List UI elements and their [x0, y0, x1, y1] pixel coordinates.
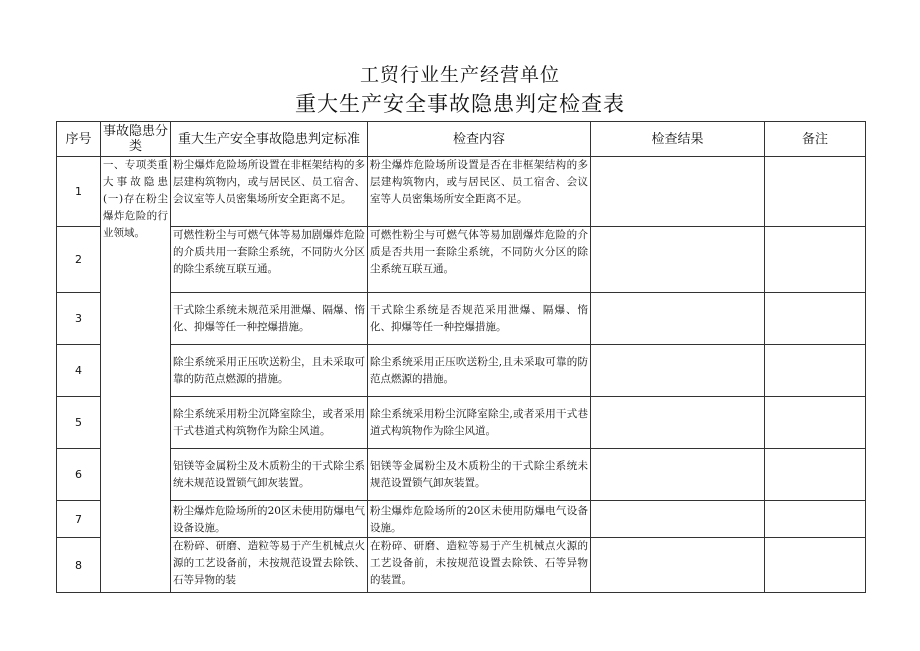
row-number: 8	[57, 538, 101, 593]
note-cell[interactable]	[765, 449, 866, 501]
table-row	[57, 501, 866, 538]
standard-cell: 可燃性粉尘与可燃气体等易加剧爆炸危险的介质共用一套除尘系统，不同防火分区的除尘系统互联互通。	[171, 227, 368, 293]
table-row	[57, 293, 866, 345]
header-content: 检查内容	[368, 122, 591, 157]
header-seq: 序号	[57, 122, 101, 157]
content-cell: 干式除尘系统是否规范采用泄爆、隔爆、惰化、抑爆等任一种控爆措施。	[368, 293, 591, 345]
row-number: 6	[57, 449, 101, 501]
header-note: 备注	[765, 122, 866, 157]
result-cell[interactable]	[591, 227, 765, 293]
inspection-table	[56, 121, 866, 593]
content-cell: 除尘系统采用正压吹送粉尘,且未采取可靠的防范点燃源的措施。	[368, 345, 591, 397]
table-row	[57, 449, 866, 501]
note-cell[interactable]	[765, 345, 866, 397]
result-cell[interactable]	[591, 449, 765, 501]
standard-cell: 干式除尘系统未规范采用泄爆、隔爆、惰化、抑爆等任一种控爆措施。	[171, 293, 368, 345]
table-row	[57, 345, 866, 397]
note-cell[interactable]	[765, 538, 866, 593]
content-cell: 粉尘爆炸危险场所设置是否在非框架结构的多层建构筑物内，或与居民区、员工宿舍、会议室等人员密集场所安全距离不足。	[368, 157, 591, 227]
result-cell[interactable]	[591, 293, 765, 345]
header-category: 事故隐患分类	[101, 122, 171, 157]
standard-cell: 除尘系统采用正压吹送粉尘，且未采取可靠的防范点燃源的措施。	[171, 345, 368, 397]
content-cell: 可燃性粉尘与可燃气体等易加剧爆炸危险的介质是否共用一套除尘系统，不同防火分区的除尘系统互联互通。	[368, 227, 591, 293]
content-cell: 铝镁等金属粉尘及木质粉尘的干式除尘系统未规范设置锁气卸灰装置。	[368, 449, 591, 501]
result-cell[interactable]	[591, 345, 765, 397]
content-cell: 粉尘爆炸危险场所的20区未使用防爆电气设备设施。	[368, 501, 591, 538]
note-cell[interactable]	[765, 501, 866, 538]
row-number: 3	[57, 293, 101, 345]
standard-cell: 除尘系统采用粉尘沉降室除尘，或者采用干式巷道式构筑物作为除尘风道。	[171, 397, 368, 449]
result-cell[interactable]	[591, 538, 765, 593]
content-cell: 除尘系统采用粉尘沉降室除尘,或者采用干式巷道式构筑物作为除尘风道。	[368, 397, 591, 449]
document-title-line2: 重大生产安全事故隐患判定检查表	[295, 92, 625, 116]
standard-cell: 铝镁等金属粉尘及木质粉尘的干式除尘系统未规范设置锁气卸灰装置。	[171, 449, 368, 501]
standard-cell: 粉尘爆炸危险场所的20区未使用防爆电气设备设施。	[171, 501, 368, 538]
row-number: 4	[57, 345, 101, 397]
result-cell[interactable]	[591, 501, 765, 538]
category-cell: 一、专项类重大事故隐患 (一)存在粉尘爆炸危险的行业领域。	[101, 157, 171, 593]
table-row	[57, 397, 866, 449]
note-cell[interactable]	[765, 157, 866, 227]
content-cell: 在粉碎、研磨、造粒等易于产生机械点火源的工艺设备前，未按规范设置去除铁、石等异物的装置。	[368, 538, 591, 593]
standard-cell: 在粉碎、研磨、造粒等易于产生机械点火源的工艺设备前，未按规范设置去除铁、石等异物的装	[171, 538, 368, 593]
row-number: 7	[57, 501, 101, 538]
note-cell[interactable]	[765, 397, 866, 449]
result-cell[interactable]	[591, 157, 765, 227]
row-number: 5	[57, 397, 101, 449]
note-cell[interactable]	[765, 227, 866, 293]
note-cell[interactable]	[765, 293, 866, 345]
row-number: 1	[57, 157, 101, 227]
table-header-row	[57, 122, 866, 157]
header-standard: 重大生产安全事故隐患判定标准	[171, 122, 368, 157]
table-row	[57, 538, 866, 593]
result-cell[interactable]	[591, 397, 765, 449]
table-row	[57, 227, 866, 293]
document-title-line1: 工贸行业生产经营单位	[359, 64, 560, 86]
table-row	[57, 157, 866, 227]
header-result: 检查结果	[591, 122, 765, 157]
row-number: 2	[57, 227, 101, 293]
standard-cell: 粉尘爆炸危险场所设置在非框架结构的多层建构筑物内，或与居民区、员工宿舍、会议室等人员密集场所安全距离不足。	[171, 157, 368, 227]
